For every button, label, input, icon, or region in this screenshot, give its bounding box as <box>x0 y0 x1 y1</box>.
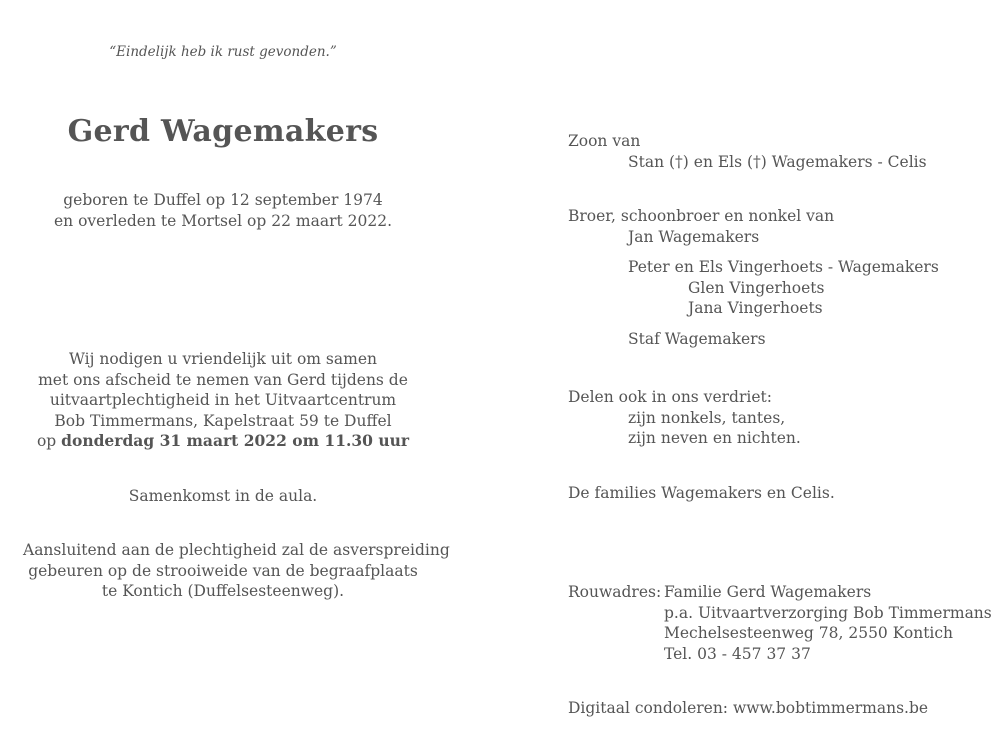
son-of-section <box>568 131 927 172</box>
shared-grief-line: zijn neven en nichten. <box>628 429 801 447</box>
invite-date: donderdag 31 maart 2022 om 11.30 uur <box>61 431 410 450</box>
quote: “Eindelijk heb ik rust gevonden.” <box>109 44 337 60</box>
families-line: De families Wagemakers en Celis. <box>568 484 835 502</box>
nephew-glen: Glen Vingerhoets <box>688 278 825 297</box>
death-line: en overleden te Mortsel op 22 maart 2022. <box>53 211 393 230</box>
invite-line: met ons afscheid te nemen van Gerd tijdens de <box>38 370 408 389</box>
shared-grief-heading: Delen ook in ons verdriet: <box>568 388 772 406</box>
address-line: p.a. Uitvaartverzorging Bob Timmermans <box>664 603 992 622</box>
mourning-address-label: Rouwadres: <box>568 583 662 601</box>
online-condolences: Digitaal condoleren: www.bobtimmermans.be <box>568 699 929 717</box>
deceased-name: Gerd Wagemakers <box>67 114 379 149</box>
brother-heading: Broer, schoonbroer en nonkel van <box>568 207 835 225</box>
invite-line: Wij nodigen u vriendelijk uit om samen <box>69 350 377 368</box>
address-line: Mechelsesteenweg 78, 2550 Kontich <box>664 624 954 642</box>
invite-line: Bob Timmermans, Kapelstraat 59 te Duffel <box>54 411 392 430</box>
sibling-peter-els: Peter en Els Vingerhoets - Wagemakers <box>628 258 939 276</box>
funeral-invitation <box>23 349 423 452</box>
son-of-heading: Zoon van <box>568 132 641 150</box>
invite-line: uitvaartplechtigheid in het Uitvaartcentrum <box>49 391 397 409</box>
invite-date-prefix: op <box>36 432 57 450</box>
birth-line: geboren te Duffel op 12 september 1974 <box>63 191 383 209</box>
after-line: gebeuren op de strooiweide van de begraafplaats <box>28 561 418 580</box>
after-line: te Kontich (Duffelsesteenweg). <box>101 582 345 600</box>
brother-section <box>568 206 939 349</box>
shared-grief-line: zijn nonkels, tantes, <box>628 408 786 427</box>
life-dates <box>23 190 423 231</box>
mourning-address <box>568 582 992 664</box>
phone-number: Tel. 03 - 457 37 37 <box>664 644 811 663</box>
sibling-jan: Jan Wagemakers <box>628 227 760 246</box>
shared-grief-section <box>568 387 801 449</box>
ash-scattering-note <box>23 540 450 602</box>
invite-date-line <box>23 431 423 452</box>
after-line: Aansluitend aan de plechtigheid zal de asverspreiding <box>23 541 450 559</box>
gathering-note: Samenkomst in de aula. <box>128 487 318 505</box>
address-line: Familie Gerd Wagemakers <box>664 583 872 601</box>
parents-names: Stan (†) en Els (†) Wagemakers - Celis <box>628 152 927 171</box>
sibling-staf: Staf Wagemakers <box>628 329 766 348</box>
niece-jana: Jana Vingerhoets <box>688 299 823 317</box>
